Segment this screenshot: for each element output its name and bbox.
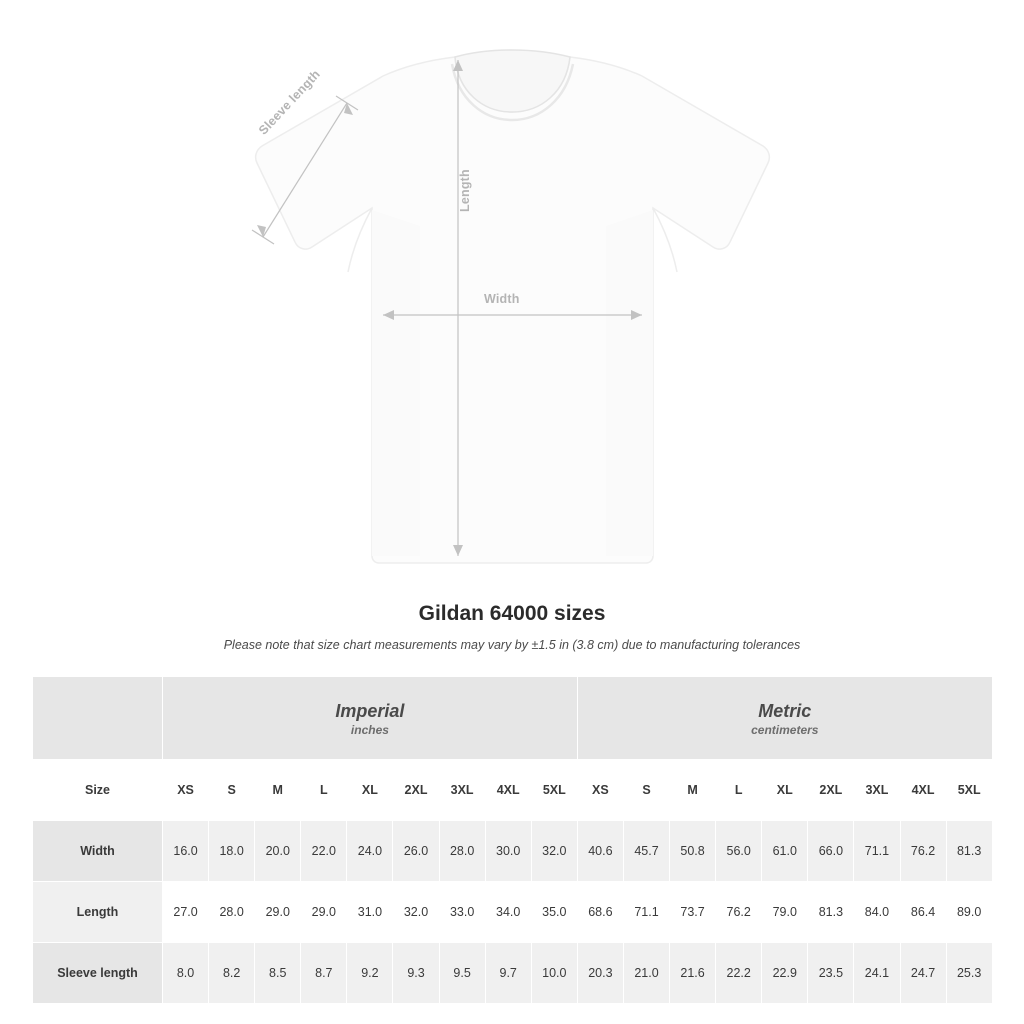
system-header-imperial [163,677,578,760]
heading-block [0,602,1024,652]
table-cell: 61.0 [762,821,808,882]
table-cell: 32.0 [531,821,577,882]
table-cell: 31.0 [347,882,393,943]
table-cell: 50.8 [670,821,716,882]
table-cell: 68.6 [577,882,623,943]
system-header-row [33,677,993,760]
size-header-cell: 3XL [854,760,900,821]
table-row [33,821,993,882]
size-header-cell: XS [163,760,209,821]
table-cell: 16.0 [163,821,209,882]
table-cell: 71.1 [623,882,669,943]
table-cell: 28.0 [209,882,255,943]
row-label: Sleeve length [33,943,163,1004]
size-header-cell: 2XL [393,760,439,821]
table-cell: 9.5 [439,943,485,1004]
table-cell: 8.0 [163,943,209,1004]
table-cell: 40.6 [577,821,623,882]
system-header-corner [33,677,163,760]
table-row [33,882,993,943]
table-cell: 9.7 [485,943,531,1004]
system-header-metric [577,677,992,760]
size-header-cell: 5XL [531,760,577,821]
tolerance-note: Please note that size chart measurements may vary by ±1.5 in (3.8 cm) due to manufacturing tolerances [223,638,801,652]
table-cell: 33.0 [439,882,485,943]
table-row [33,943,993,1004]
table-cell: 76.2 [900,821,946,882]
size-header-cell: L [716,760,762,821]
size-header-cell: M [670,760,716,821]
size-table-wrapper [32,676,992,1004]
table-cell: 8.5 [255,943,301,1004]
table-cell: 86.4 [900,882,946,943]
table-cell: 71.1 [854,821,900,882]
system-unit-imperial: inches [350,723,389,738]
width-label: Width [484,292,520,306]
size-header-cell: 4XL [485,760,531,821]
table-cell: 10.0 [531,943,577,1004]
table-cell: 66.0 [808,821,854,882]
table-cell: 73.7 [670,882,716,943]
table-cell: 18.0 [209,821,255,882]
table-cell: 25.3 [946,943,992,1004]
table-cell: 9.2 [347,943,393,1004]
table-cell: 81.3 [946,821,992,882]
size-header-cell: L [301,760,347,821]
table-cell: 22.9 [762,943,808,1004]
table-cell: 21.6 [670,943,716,1004]
table-cell: 56.0 [716,821,762,882]
size-header-cell: XL [347,760,393,821]
table-cell: 22.0 [301,821,347,882]
size-header-cell: S [623,760,669,821]
size-header-label: Size [33,760,163,821]
table-cell: 22.2 [716,943,762,1004]
table-cell: 20.0 [255,821,301,882]
table-cell: 30.0 [485,821,531,882]
size-header-cell: S [209,760,255,821]
table-cell: 81.3 [808,882,854,943]
sleeve-length-label: Sleeve length [256,67,323,138]
table-cell: 24.0 [347,821,393,882]
system-name-metric: Metric [758,700,812,721]
table-cell: 26.0 [393,821,439,882]
table-cell: 24.1 [854,943,900,1004]
table-cell: 21.0 [623,943,669,1004]
table-cell: 76.2 [716,882,762,943]
table-cell: 79.0 [762,882,808,943]
table-cell: 32.0 [393,882,439,943]
size-header-cell: 5XL [946,760,992,821]
size-header-cell: M [255,760,301,821]
length-label: Length [458,169,472,212]
table-cell: 29.0 [301,882,347,943]
table-cell: 29.0 [255,882,301,943]
page-title: Gildan 64000 sizes [418,602,606,625]
table-cell: 34.0 [485,882,531,943]
size-header-cell: 2XL [808,760,854,821]
size-header-cell: 4XL [900,760,946,821]
row-label: Length [33,882,163,943]
size-header-row [33,760,993,821]
table-cell: 9.3 [393,943,439,1004]
size-header-cell: XS [577,760,623,821]
table-cell: 24.7 [900,943,946,1004]
table-cell: 20.3 [577,943,623,1004]
table-cell: 84.0 [854,882,900,943]
table-cell: 8.7 [301,943,347,1004]
table-cell: 8.2 [209,943,255,1004]
row-label: Width [33,821,163,882]
table-cell: 27.0 [163,882,209,943]
table-cell: 28.0 [439,821,485,882]
size-chart-table [32,676,993,1004]
table-cell: 89.0 [946,882,992,943]
table-cell: 45.7 [623,821,669,882]
size-header-cell: 3XL [439,760,485,821]
size-header-cell: XL [762,760,808,821]
system-name-imperial: Imperial [335,700,405,721]
table-cell: 35.0 [531,882,577,943]
table-cell: 23.5 [808,943,854,1004]
system-unit-metric: centimeters [751,723,819,738]
